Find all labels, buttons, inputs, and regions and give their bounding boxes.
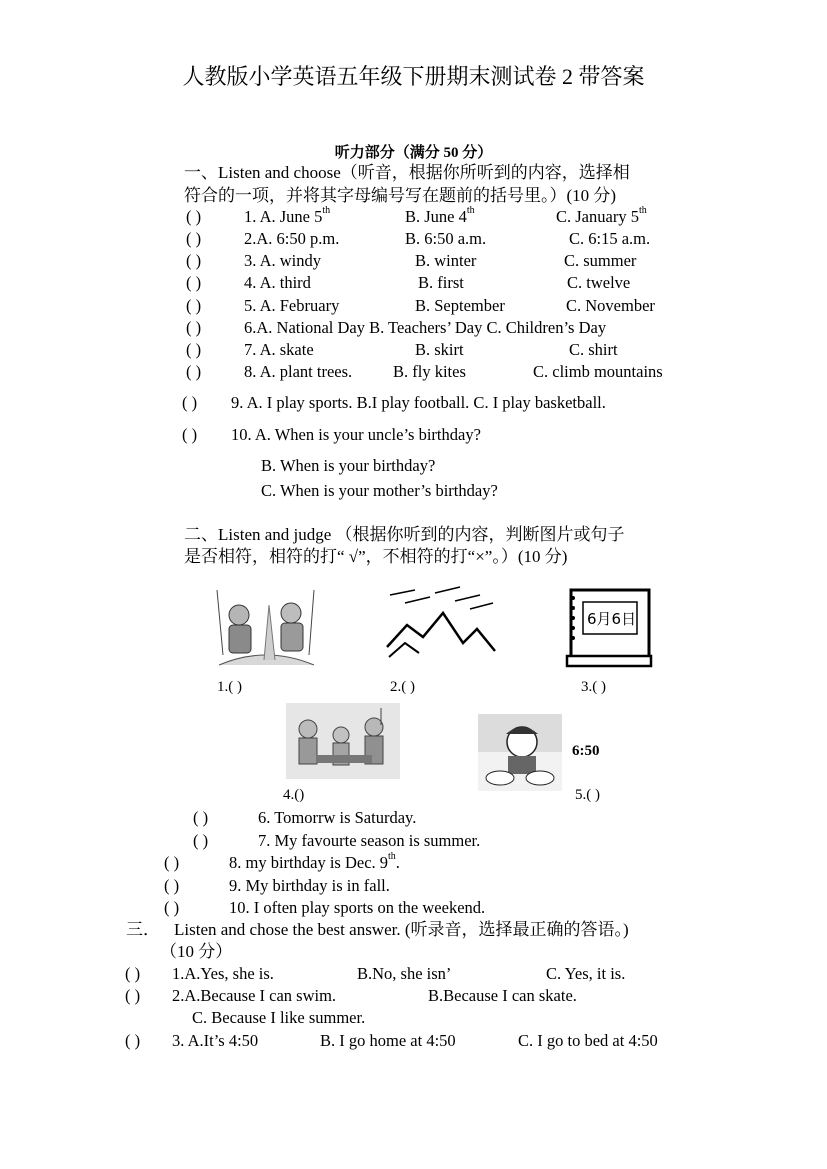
s10-paren[interactable]: ( ) <box>164 898 180 917</box>
q5-option-b: B. September <box>415 296 505 315</box>
q10-paren[interactable]: ( ) <box>182 425 198 444</box>
p3-q3-option-c: C. I go to bed at 4:50 <box>518 1031 658 1050</box>
p3-q3-option-b: B. I go home at 4:50 <box>320 1031 456 1050</box>
fountain-kids-picture <box>209 585 324 673</box>
s9-paren[interactable]: ( ) <box>164 876 180 895</box>
p3-q3-option-a: 3. A.It’s 4:50 <box>172 1031 259 1050</box>
q7-option-b: B. skirt <box>415 340 464 359</box>
q3-option-a: 3. A. windy <box>244 251 322 270</box>
part3-heading-line2: （10 分） <box>160 942 233 961</box>
s10-text: 10. I often play sports on the weekend. <box>229 898 486 917</box>
q5-option-a: 5. A. February <box>244 296 340 315</box>
q8-option-a: 8. A. plant trees. <box>244 362 353 381</box>
q4-option-c: C. twelve <box>567 273 631 292</box>
q10-option-a: 10. A. When is your uncle’s birthday? <box>231 425 481 444</box>
listening-section-header: 听力部分（满分 50 分） <box>334 145 493 161</box>
s7-text: 7. My favourte season is summer. <box>258 831 481 850</box>
q5-option-c: C. November <box>566 296 655 315</box>
part3-heading-num: 三． <box>126 920 160 939</box>
q8-option-c: C. climb mountains <box>533 362 663 381</box>
p3-q1-option-b: B.No, she isn’ <box>357 964 452 983</box>
pic2-answer[interactable]: 2.( ) <box>390 679 415 695</box>
calendar-date-text: 6月6日 <box>587 610 637 628</box>
q6-paren[interactable]: ( ) <box>186 318 202 337</box>
q7-paren[interactable]: ( ) <box>186 340 202 359</box>
part2-heading-line2: 是否相符，相符的打“ √”，不相符的打“×”。）(10 分) <box>184 547 568 566</box>
calendar-picture <box>565 584 653 670</box>
q10-option-b: B. When is your birthday? <box>261 456 436 475</box>
q4-paren[interactable]: ( ) <box>186 273 202 292</box>
s6-text: 6. Tomorrw is Saturday. <box>258 808 417 827</box>
q2-paren[interactable]: ( ) <box>186 229 202 248</box>
q7-option-a: 7. A. skate <box>244 340 314 359</box>
pic4-answer[interactable]: 4.() <box>283 787 305 803</box>
part3-heading-line1: Listen and chose the best answer. (听录音，选择最正确的答语。) <box>174 920 629 939</box>
q10-option-c: C. When is your mother’s birthday? <box>261 481 498 500</box>
s7-paren[interactable]: ( ) <box>193 831 209 850</box>
q6-options: 6.A. National Day B. Teachers’ Day C. Children’s Day <box>244 318 607 337</box>
q8-paren[interactable]: ( ) <box>186 362 202 381</box>
document-title: 人教版小学英语五年级下册期末测试卷 2 带答案 <box>182 64 645 89</box>
q1-option-a: 1. A. June 5th <box>244 205 331 226</box>
p3-q1-paren[interactable]: ( ) <box>125 964 141 983</box>
q5-paren[interactable]: ( ) <box>186 296 202 315</box>
q2-option-a: 2.A. 6:50 p.m. <box>244 229 340 248</box>
snowy-mountains-picture <box>385 585 497 665</box>
breakfast-boy-picture <box>478 714 562 791</box>
q9-options: 9. A. I play sports. B.I play football. C. I play basketball. <box>231 393 606 412</box>
p3-q1-option-c: C. Yes, it is. <box>546 964 626 983</box>
q4-option-a: 4. A. third <box>244 273 311 292</box>
part2-heading-line1: 二、Listen and judge （根据你听到的内容，判断图片或句子 <box>184 525 625 544</box>
part1-heading-line1: 一、Listen and choose（听音，根据你所听到的内容，选择相 <box>184 163 630 182</box>
part1-heading-line2: 符合的一项，并将其字母编号写在题前的括号里。）(10 分) <box>184 186 617 205</box>
q3-option-c: C. summer <box>564 251 637 270</box>
pic3-answer[interactable]: 3.( ) <box>581 679 606 695</box>
p3-q2-paren[interactable]: ( ) <box>125 986 141 1005</box>
q1-option-b: B. June 4th <box>405 205 475 226</box>
time-label: 6:50 <box>572 743 600 759</box>
q2-option-c: C. 6:15 a.m. <box>569 229 651 248</box>
q4-option-b: B. first <box>418 273 464 292</box>
s8-text: 8. my birthday is Dec. 9th. <box>229 851 400 872</box>
q3-paren[interactable]: ( ) <box>186 251 202 270</box>
s9-text: 9. My birthday is in fall. <box>229 876 390 895</box>
family-party-picture <box>286 703 400 779</box>
pic1-answer[interactable]: 1.( ) <box>217 679 242 695</box>
p3-q3-paren[interactable]: ( ) <box>125 1031 141 1050</box>
p3-q2-option-b: B.Because I can skate. <box>428 986 577 1005</box>
pic5-answer[interactable]: 5.( ) <box>575 787 600 803</box>
s8-paren[interactable]: ( ) <box>164 853 180 872</box>
q1-paren[interactable]: ( ) <box>186 207 202 226</box>
q1-option-c: C. January 5th <box>556 205 647 226</box>
q9-paren[interactable]: ( ) <box>182 393 198 412</box>
q2-option-b: B. 6:50 a.m. <box>405 229 487 248</box>
p3-q2-option-a: 2.A.Because I can swim. <box>172 986 337 1005</box>
p3-q1-option-a: 1.A.Yes, she is. <box>172 964 274 983</box>
p3-q2-option-c: C. Because I like summer. <box>192 1008 366 1027</box>
q7-option-c: C. shirt <box>569 340 618 359</box>
s6-paren[interactable]: ( ) <box>193 808 209 827</box>
q8-option-b: B. fly kites <box>393 362 466 381</box>
q3-option-b: B. winter <box>415 251 477 270</box>
